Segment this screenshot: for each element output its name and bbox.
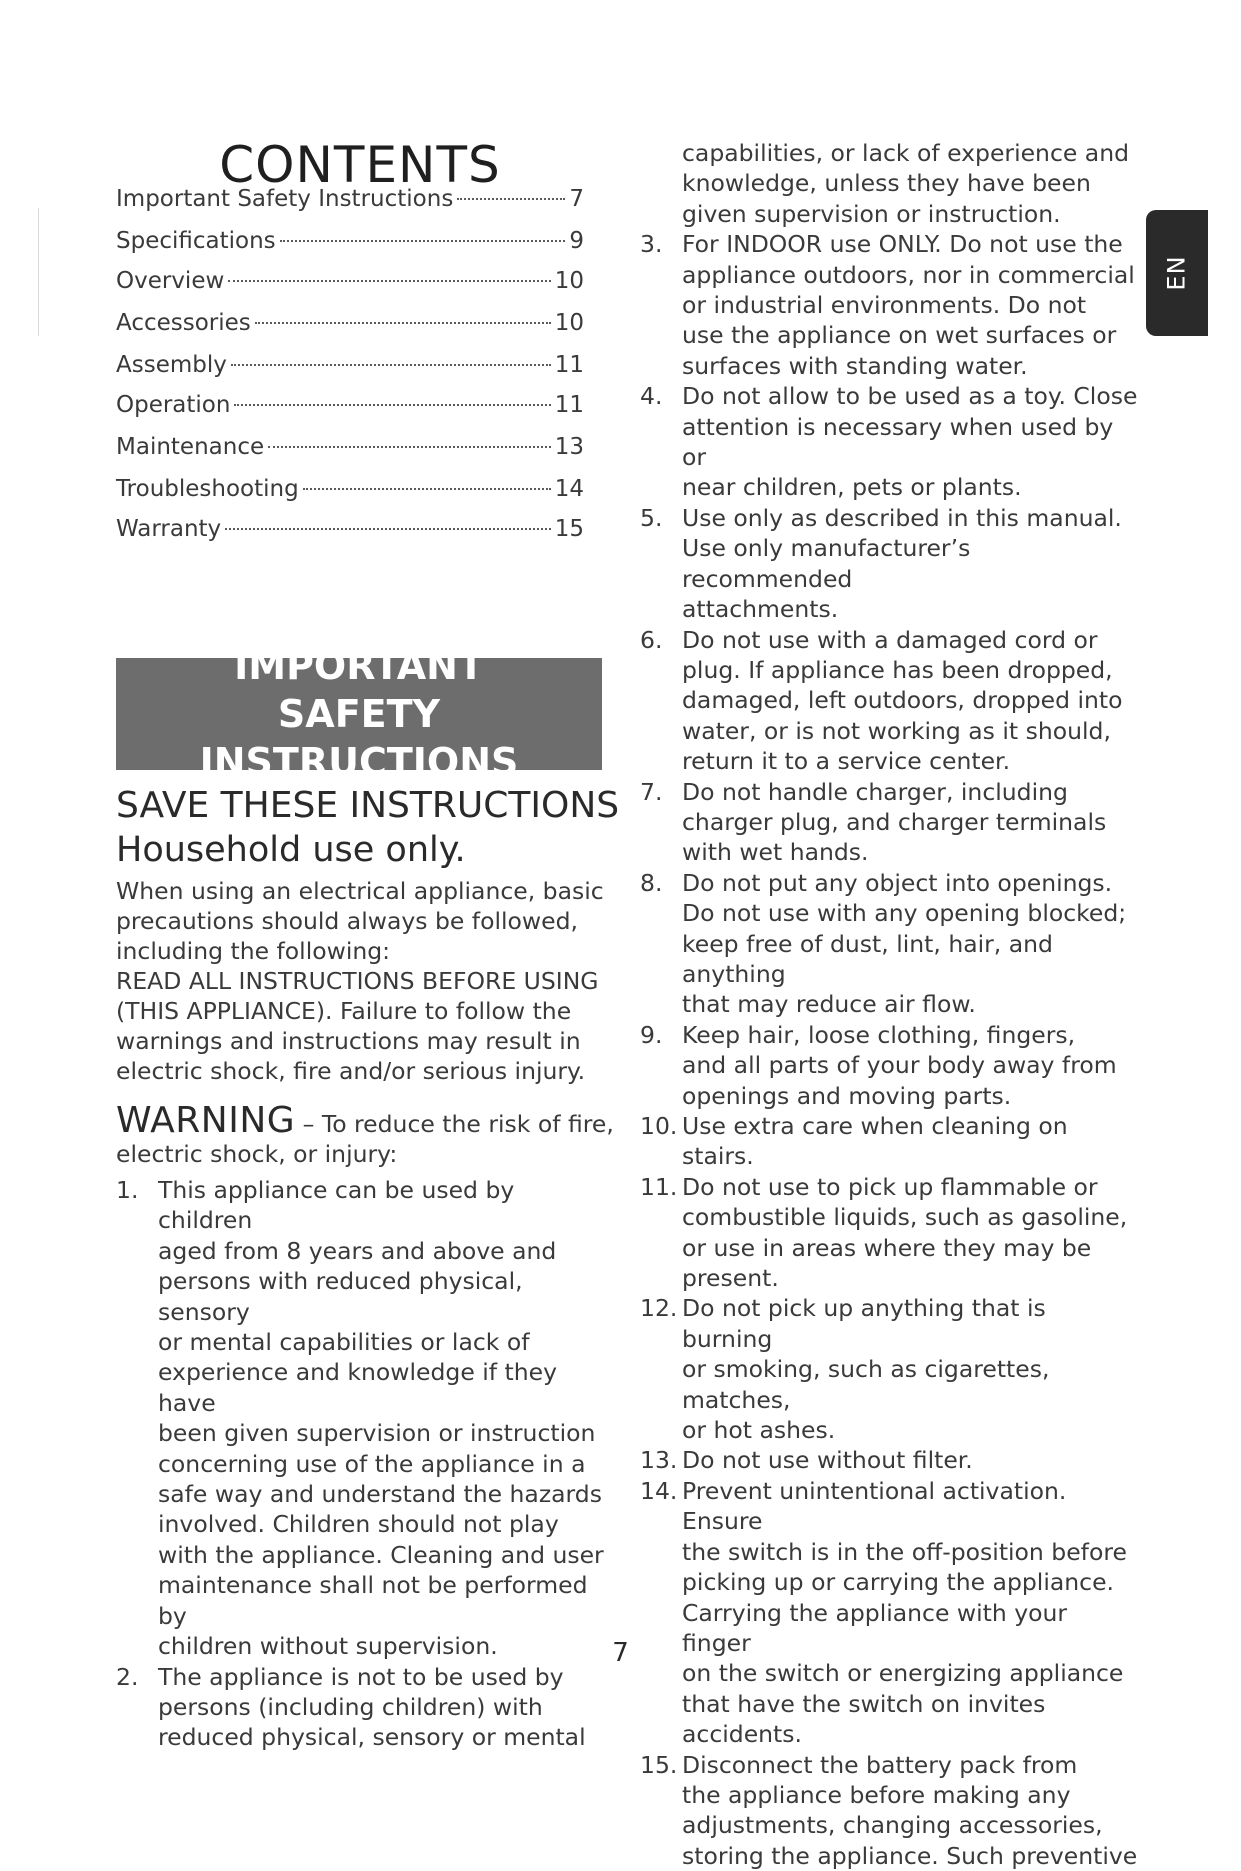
list-item-line: near children, pets or plants.	[682, 473, 1022, 502]
list-item-line: the appliance before making any	[682, 1780, 1071, 1809]
list-item-line: on the switch or energizing appliance	[682, 1659, 1124, 1688]
list-item-line: return it to a service center.	[682, 747, 1011, 776]
toc-leader-dots	[457, 198, 565, 200]
list-item	[640, 1750, 1140, 1871]
list-item-line: been given supervision or instruction	[158, 1419, 596, 1448]
list-item-line: appliance outdoors, nor in commercial	[682, 260, 1135, 289]
warning-text-line2: electric shock, or injury:	[116, 1140, 398, 1168]
list-item-line: Use extra care when cleaning on stairs.	[682, 1112, 1068, 1171]
margin-rule	[38, 208, 39, 336]
list-item-line: Do not allow to be used as a toy. Close	[682, 382, 1138, 411]
list-item-line: involved. Children should not play	[158, 1510, 559, 1539]
list-item-number: 3.	[640, 230, 663, 259]
list-item-line: or use in areas where they may be	[682, 1233, 1092, 1262]
toc-entry-label: Operation	[116, 392, 231, 418]
list-item-line: Do not use with any opening blocked;	[682, 899, 1127, 928]
right-instruction-list	[640, 229, 1140, 1871]
list-item-line: Prevent unintentional activation. Ensure	[682, 1476, 1067, 1536]
toc-entry[interactable]	[116, 432, 584, 462]
toc-entry-page: 10	[554, 268, 584, 294]
list-item-number: 2.	[116, 1662, 139, 1691]
list-item-line: The appliance is not to be used by	[158, 1662, 564, 1691]
list-item-number: 7.	[640, 777, 663, 806]
list-item	[640, 229, 1140, 381]
list-item-number: 8.	[640, 868, 663, 897]
list-item-line: aged from 8 years and above and	[158, 1236, 557, 1265]
list-item	[640, 1476, 1140, 1750]
list-item-number: 5.	[640, 503, 663, 532]
list-item-number: 1.	[116, 1176, 139, 1204]
list-item-line: attachments.	[682, 595, 839, 624]
list-item-line: that have the switch on invites	[682, 1689, 1046, 1718]
list-item-line: Do not handle charger, including	[682, 777, 1068, 806]
list-item-number: 15.	[640, 1750, 678, 1779]
list-item-line: or mental capabilities or lack of	[158, 1328, 530, 1357]
list-item-line: For INDOOR use ONLY. Do not use the	[682, 230, 1123, 259]
language-tab-label: EN	[1163, 255, 1191, 291]
list-item-line: attention is necessary when used by or	[682, 412, 1114, 472]
continued-line: knowledge, unless they have been	[682, 169, 1091, 198]
list-item-line: or smoking, such as cigarettes, matches,	[682, 1355, 1050, 1414]
right-column	[640, 138, 1140, 1871]
toc-entry-label: Troubleshooting	[116, 476, 299, 502]
toc-entry[interactable]	[116, 474, 584, 504]
contents-title: CONTENTS	[219, 136, 501, 194]
toc-leader-dots	[228, 280, 550, 282]
list-item-line: maintenance shall not be performed by	[158, 1571, 588, 1630]
list-item-line: that may reduce air flow.	[682, 990, 976, 1019]
intro-line: electric shock, fire and/or serious injury.	[116, 1057, 586, 1085]
list-item-number: 11.	[640, 1172, 678, 1201]
list-item-line: storing the appliance. Such preventive	[682, 1841, 1138, 1870]
intro-line: When using an electrical appliance, basic	[116, 877, 604, 905]
list-item	[640, 1445, 1140, 1475]
toc-entry-page: 11	[554, 392, 584, 418]
toc-entry[interactable]	[116, 226, 584, 256]
toc-leader-dots	[255, 322, 551, 324]
save-instructions-title: SAVE THESE INSTRUCTIONS	[116, 785, 620, 826]
list-item-number: 4.	[640, 382, 663, 411]
list-item-line: Do not pick up anything that is burning	[682, 1294, 1046, 1353]
page-number: 7	[612, 1638, 629, 1668]
list-item-number: 10.	[640, 1112, 678, 1140]
list-item-number: 12.	[640, 1294, 678, 1323]
safety-banner	[116, 644, 602, 784]
list-item-line: children without supervision.	[158, 1632, 498, 1661]
list-item-line: surfaces with standing water.	[682, 351, 1028, 380]
toc-entry-label: Accessories	[116, 310, 251, 336]
list-item	[640, 868, 1140, 1020]
list-item	[640, 1111, 1140, 1172]
list-item-line: water, or is not working as it should,	[682, 716, 1111, 745]
list-item	[640, 777, 1140, 868]
intro-line: (THIS APPLIANCE). Failure to follow the	[116, 997, 572, 1025]
list-item	[640, 625, 1140, 777]
toc-entry-label: Important Safety Instructions	[116, 186, 454, 212]
toc-entry-label: Overview	[116, 268, 225, 294]
toc-entry-page: 10	[554, 310, 584, 336]
continued-line: capabilities, or lack of experience and	[682, 139, 1130, 167]
list-item-line: damaged, left outdoors, dropped into	[682, 686, 1123, 715]
list-item-line: with the appliance. Cleaning and user	[158, 1540, 604, 1569]
toc-entry-label: Warranty	[116, 516, 222, 542]
list-item-line: combustible liquids, such as gasoline,	[682, 1203, 1128, 1232]
list-item-line: keep free of dust, lint, hair, and anything	[682, 929, 1053, 988]
list-item-line: Disconnect the battery pack from	[682, 1750, 1078, 1779]
warning-paragraph	[116, 1100, 616, 1169]
list-item-line: Do not put any object into openings.	[682, 868, 1113, 897]
toc-entry-page: 14	[554, 476, 584, 502]
list-item-line: the switch is in the off-position before	[682, 1537, 1127, 1566]
list-item	[640, 1020, 1140, 1111]
list-item-line: plug. If appliance has been dropped,	[682, 655, 1113, 684]
toc-entry-page: 11	[554, 352, 584, 378]
toc-entry[interactable]	[116, 514, 584, 544]
list-item-line: openings and moving parts.	[682, 1081, 1012, 1110]
toc-entry-page: 15	[554, 516, 584, 542]
continued-item-text	[640, 138, 1140, 229]
list-item	[640, 503, 1140, 625]
language-tab[interactable]	[1146, 210, 1208, 336]
toc-entry[interactable]	[116, 184, 584, 214]
intro-line: warnings and instructions may result in	[116, 1027, 581, 1055]
list-item-line: Keep hair, loose clothing, fingers,	[682, 1020, 1076, 1049]
list-item-number: 14.	[640, 1476, 678, 1505]
toc-entry[interactable]	[116, 308, 584, 338]
list-item-line: present.	[682, 1264, 779, 1293]
list-item-line: with wet hands.	[682, 838, 869, 867]
list-item-line: safe way and understand the hazards	[158, 1480, 602, 1509]
list-item	[640, 1293, 1140, 1445]
toc-entry[interactable]	[116, 350, 584, 380]
list-item-line: reduced physical, sensory or mental	[158, 1723, 586, 1752]
list-item-line: and all parts of your body away from	[682, 1051, 1117, 1080]
list-item-line: This appliance can be used by children	[158, 1176, 515, 1235]
list-item-line: experience and knowledge if they have	[158, 1358, 557, 1417]
list-item-line: picking up or carrying the appliance.	[682, 1568, 1114, 1597]
intro-line: precautions should always be followed,	[116, 907, 578, 935]
continued-line: given supervision or instruction.	[682, 199, 1061, 228]
toc-leader-dots	[303, 488, 551, 490]
toc-entry-label: Specifications	[116, 228, 276, 254]
toc-leader-dots	[234, 404, 550, 406]
toc-entry-page: 9	[569, 228, 584, 254]
list-item-line: persons (including children) with	[158, 1692, 543, 1721]
list-item-line: use the appliance on wet surfaces or	[682, 321, 1117, 350]
intro-line: including the following:	[116, 937, 391, 965]
household-use-heading: Household use only.	[116, 830, 466, 870]
list-item-line: adjustments, changing accessories,	[682, 1811, 1103, 1840]
toc-entry-page: 13	[554, 434, 584, 460]
toc-leader-dots	[225, 528, 551, 530]
list-item-number: 13.	[640, 1446, 678, 1475]
list-item-line: or industrial environments. Do not	[682, 291, 1087, 320]
toc-entry[interactable]	[116, 390, 584, 420]
toc-entry[interactable]	[116, 266, 584, 296]
list-item	[116, 1662, 616, 1753]
intro-line: READ ALL INSTRUCTIONS BEFORE USING	[116, 967, 599, 995]
list-item-line: Carrying the appliance with your finger	[682, 1598, 1068, 1657]
toc-entry-page: 7	[569, 186, 584, 212]
warning-text: – To reduce the risk of fire,	[295, 1110, 614, 1138]
toc-leader-dots	[268, 446, 551, 448]
list-item-line: accidents.	[682, 1720, 802, 1749]
list-item	[640, 1172, 1140, 1294]
intro-paragraph	[116, 876, 616, 1086]
list-item-line: Do not use with a damaged cord or	[682, 625, 1098, 654]
list-item-line: Use only manufacturer’s recommended	[682, 534, 971, 593]
list-item-line: Do not use to pick up flammable or	[682, 1172, 1098, 1201]
list-item-line: Do not use without filter.	[682, 1446, 973, 1475]
list-item-line: charger plug, and charger terminals	[682, 807, 1107, 836]
list-item-number: 9.	[640, 1020, 663, 1049]
list-item-number: 6.	[640, 625, 663, 654]
toc-leader-dots	[280, 240, 566, 242]
list-item-line: or hot ashes.	[682, 1416, 836, 1445]
list-item-line: concerning use of the appliance in a	[158, 1449, 586, 1478]
toc-entry-label: Maintenance	[116, 434, 265, 460]
warning-heading: WARNING	[116, 1100, 296, 1141]
safety-banner-title: IMPORTANT SAFETY INSTRUCTIONS	[199, 644, 519, 784]
list-item-line: persons with reduced physical, sensory	[158, 1267, 523, 1326]
list-item	[640, 381, 1140, 503]
toc-leader-dots	[231, 364, 551, 366]
toc-entry-label: Assembly	[116, 352, 227, 378]
list-item	[116, 1175, 616, 1662]
list-item-line: Use only as described in this manual.	[682, 503, 1122, 532]
